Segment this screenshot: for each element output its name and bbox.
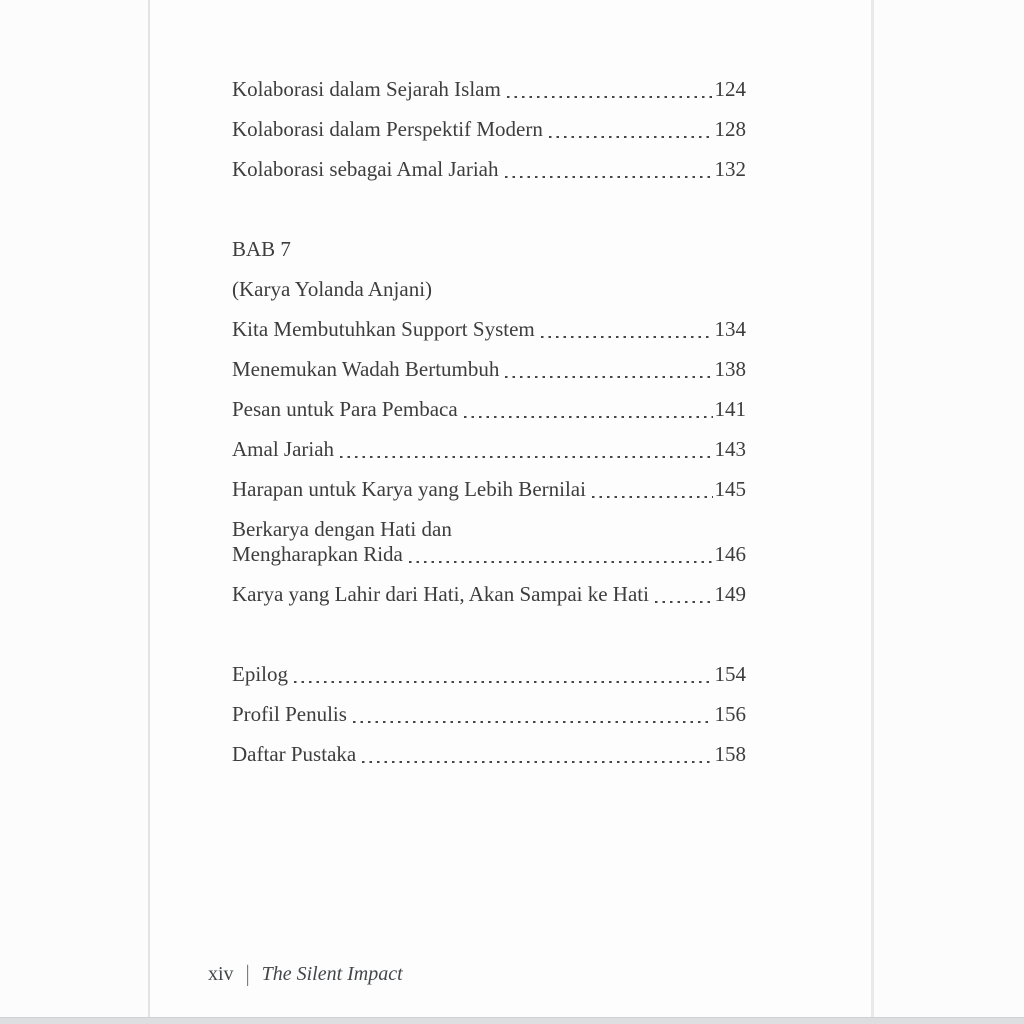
book-page — [148, 0, 874, 1018]
toc-entry-title: Berkarya dengan Hati dan — [232, 517, 452, 541]
toc-entry-title: Harapan untuk Karya yang Lebih Bernilai — [232, 477, 586, 501]
dot-leader — [541, 336, 713, 339]
dot-leader — [294, 681, 713, 684]
toc-entry-page-number: 134 — [714, 317, 746, 341]
toc-entry-page-number: 158 — [714, 742, 746, 766]
toc-entry-title: Daftar Pustaka — [232, 742, 357, 766]
toc-entry-page-number: 149 — [714, 582, 746, 606]
dot-leader — [362, 761, 712, 764]
toc-entry-title: Kolaborasi dalam Sejarah Islam — [232, 77, 501, 101]
toc-entry — [232, 318, 746, 341]
toc-entry-page-number: 128 — [714, 117, 746, 141]
toc-entry-page-number: 156 — [714, 702, 746, 726]
toc-entry — [232, 583, 746, 606]
toc-entry-title: Kolaborasi dalam Perspektif Modern — [232, 117, 543, 141]
toc-entry-page-number: 138 — [714, 357, 746, 381]
toc-entry-title: Amal Jariah — [232, 437, 335, 461]
footer-book-title: The Silent Impact — [261, 963, 403, 985]
dot-leader — [505, 376, 712, 379]
toc-entry-title: Karya yang Lahir dari Hati, Akan Sampai ke Hati — [232, 582, 649, 606]
dot-leader — [505, 176, 713, 179]
dot-leader — [340, 456, 712, 459]
toc-entry-page-number: 145 — [714, 477, 746, 501]
folio-page-number: xiv — [208, 963, 234, 985]
toc-entry — [232, 78, 746, 101]
toc-entry-page-number: 132 — [714, 157, 746, 181]
dot-leader — [464, 416, 713, 419]
toc-entry — [232, 158, 746, 181]
toc-entry — [232, 663, 746, 686]
toc-spacer — [232, 623, 746, 663]
toc-spacer — [232, 198, 746, 238]
toc-entry — [232, 118, 746, 141]
toc-entry-page-number: 124 — [714, 77, 746, 101]
toc-entry-page-number: 143 — [714, 437, 746, 461]
toc-entry-page-number: 154 — [714, 662, 746, 686]
toc-entry-page-number: 141 — [714, 397, 746, 421]
toc-entry-title: (Karya Yolanda Anjani) — [232, 277, 433, 301]
toc-entry-title: Kolaborasi sebagai Amal Jariah — [232, 157, 499, 181]
toc-entry — [232, 743, 746, 766]
toc-entry-title: Pesan untuk Para Pembaca — [232, 397, 458, 421]
dot-leader — [549, 136, 713, 139]
toc-heading — [232, 278, 746, 301]
toc-entry-title: Profil Penulis — [232, 702, 347, 726]
toc-entry — [232, 358, 746, 381]
toc-heading — [232, 518, 746, 541]
toc-entry-title: Mengharapkan Rida — [232, 542, 403, 566]
toc-entry — [232, 543, 746, 566]
toc-entry-title: Kita Membutuhkan Support System — [232, 317, 535, 341]
dot-leader — [507, 96, 713, 99]
dot-leader — [655, 601, 713, 604]
photo-bottom-edge — [0, 1017, 1024, 1024]
toc-entry-title: Epilog — [232, 662, 288, 686]
toc-entry-title: BAB 7 — [232, 237, 291, 261]
page-footer — [208, 963, 403, 986]
toc-entry — [232, 478, 746, 501]
toc-entry — [232, 398, 746, 421]
dot-leader — [592, 496, 713, 499]
toc-entry — [232, 438, 746, 461]
dot-leader — [409, 561, 713, 564]
toc-entry-page-number: 146 — [714, 542, 746, 566]
toc-heading — [232, 238, 746, 261]
footer-separator: | — [245, 961, 250, 987]
toc-entry-title: Menemukan Wadah Bertumbuh — [232, 357, 500, 381]
dot-leader — [353, 721, 713, 724]
table-of-contents — [232, 78, 746, 783]
toc-entry — [232, 703, 746, 726]
